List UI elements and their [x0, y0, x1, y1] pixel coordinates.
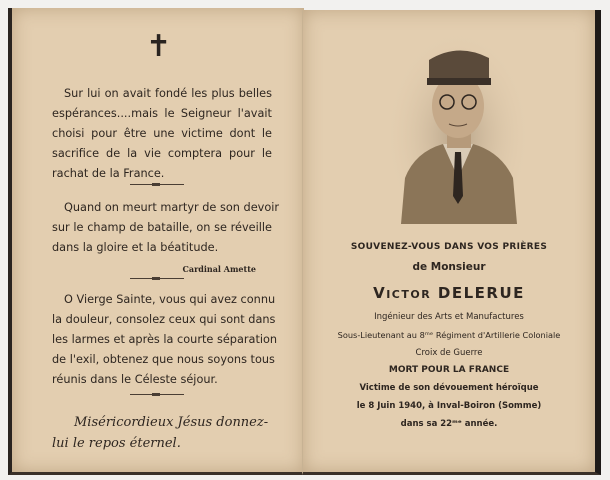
mort-pour-la-france: MORT POUR LA FRANCE [388, 365, 510, 375]
title-rank: Sous-Lieutenant au 8ᵐᵉ Régiment d'Artillerie Coloniale [337, 330, 561, 340]
left-page [8, 8, 304, 475]
title-engineer: Ingénieur des Arts et Manufactures [374, 312, 524, 322]
text-line: choisi pour être une victime dont le [52, 127, 272, 140]
text-line: dans la gloire et la béatitude. [52, 241, 219, 254]
closing-prayer [52, 412, 268, 454]
text-line: Quand on meurt martyr de son devoir [64, 201, 280, 214]
right-page [302, 10, 601, 475]
text-line: la douleur, consolez ceux qui sont dans [52, 313, 276, 326]
separator [130, 184, 184, 185]
paragraph-martyr [52, 198, 280, 258]
age-line: dans sa 22ᵐᵉ année. [400, 419, 498, 429]
heading: SOUVENEZ-VOUS DANS VOS PRIÈRES [350, 242, 548, 252]
text-line: O Vierge Sainte, vous qui avez connu [64, 293, 276, 306]
text-line: rachat de la France. [52, 167, 165, 180]
cross-icon: ✝ [146, 29, 172, 64]
date-place: le 8 Juin 1940, à Inval-Boiron (Somme) [356, 401, 542, 411]
text-line: réunis dans le Céleste séjour. [52, 373, 218, 386]
victim-line: Victime de son dévouement héroïque [359, 383, 539, 393]
deceased-name: Victor DELERUE [373, 284, 525, 302]
text-line: Miséricordieux Jésus donnez- [74, 415, 269, 430]
paragraph-vierge [52, 290, 278, 390]
separator [130, 278, 184, 279]
text-line: lui le repos éternel. [52, 436, 181, 451]
text-line: sacrifice de la vie comptera pour le [52, 147, 272, 160]
text-line: espérances....mais le Seigneur l'avait [52, 107, 272, 120]
decoration: Croix de Guerre [415, 348, 483, 358]
portrait-photo [391, 28, 525, 224]
text-line: de l'exil, obtenez que nous soyons tous [52, 353, 275, 366]
salutation: de Monsieur [412, 261, 486, 273]
text-line: les larmes et après la courte séparation [52, 333, 278, 346]
text-line: Sur lui on avait fondé les plus belles [64, 87, 272, 100]
paragraph-hope [52, 84, 272, 184]
text-line: sur le champ de bataille, on se réveille [52, 221, 272, 234]
separator [130, 394, 184, 395]
attribution: Cardinal Amette [182, 264, 256, 274]
